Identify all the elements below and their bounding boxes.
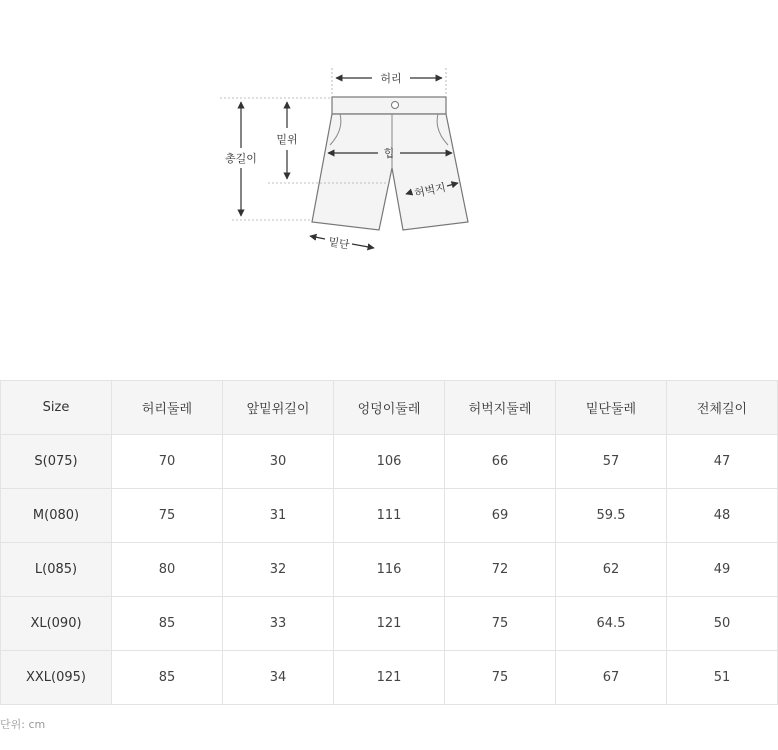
- header-front-rise: 앞밑위길이: [223, 381, 334, 435]
- table-cell: 64.5: [556, 597, 667, 651]
- table-cell: 59.5: [556, 489, 667, 543]
- total-length-label: 총길이: [225, 152, 257, 165]
- table-cell: 34: [223, 651, 334, 705]
- table-cell: 75: [445, 651, 556, 705]
- unit-note: 단위: cm: [0, 718, 46, 731]
- shorts-body-shape: [312, 114, 468, 230]
- size-label: XXL(095): [1, 651, 112, 705]
- table-cell: 121: [334, 597, 445, 651]
- hip-label: 힙: [383, 147, 395, 160]
- waistband-shape: [332, 97, 446, 114]
- header-hip: 엉덩이둘레: [334, 381, 445, 435]
- size-chart-table: [0, 380, 778, 705]
- table-cell: 80: [112, 543, 223, 597]
- table-cell: 111: [334, 489, 445, 543]
- table-cell: 51: [667, 651, 778, 705]
- table-cell: 30: [223, 435, 334, 489]
- table-row: [1, 597, 778, 651]
- table-row: [1, 435, 778, 489]
- hem-label: 밑단: [327, 235, 351, 252]
- table-cell: 69: [445, 489, 556, 543]
- table-cell: 32: [223, 543, 334, 597]
- table-cell: 62: [556, 543, 667, 597]
- table-cell: 75: [445, 597, 556, 651]
- size-label: S(075): [1, 435, 112, 489]
- size-label: XL(090): [1, 597, 112, 651]
- size-label: L(085): [1, 543, 112, 597]
- thigh-label: 허벅지: [413, 180, 448, 201]
- table-cell: 85: [112, 597, 223, 651]
- table-cell: 121: [334, 651, 445, 705]
- table-cell: 66: [445, 435, 556, 489]
- table-row: [1, 651, 778, 705]
- header-total-length: 전체길이: [667, 381, 778, 435]
- table-cell: 47: [667, 435, 778, 489]
- rise-label: 밑위: [276, 133, 298, 146]
- table-cell: 48: [667, 489, 778, 543]
- table-row: [1, 489, 778, 543]
- table-cell: 57: [556, 435, 667, 489]
- table-cell: 85: [112, 651, 223, 705]
- size-label: M(080): [1, 489, 112, 543]
- table-cell: 72: [445, 543, 556, 597]
- table-cell: 75: [112, 489, 223, 543]
- table-cell: 106: [334, 435, 445, 489]
- hem-arrow-right: [352, 244, 374, 248]
- header-waist: 허리둘레: [112, 381, 223, 435]
- header-hem: 밑단둘레: [556, 381, 667, 435]
- table-cell: 49: [667, 543, 778, 597]
- table-cell: 33: [223, 597, 334, 651]
- hem-arrow-left: [310, 236, 325, 239]
- table-cell: 50: [667, 597, 778, 651]
- button-icon: [392, 102, 399, 109]
- table-header-row: [1, 381, 778, 435]
- shorts-outline: [312, 97, 468, 230]
- header-thigh: 허벅지둘레: [445, 381, 556, 435]
- table-cell: 70: [112, 435, 223, 489]
- waist-label: 허리: [380, 72, 402, 85]
- header-size: Size: [1, 381, 112, 435]
- table-cell: 67: [556, 651, 667, 705]
- table-row: [1, 543, 778, 597]
- table-cell: 116: [334, 543, 445, 597]
- table-cell: 31: [223, 489, 334, 543]
